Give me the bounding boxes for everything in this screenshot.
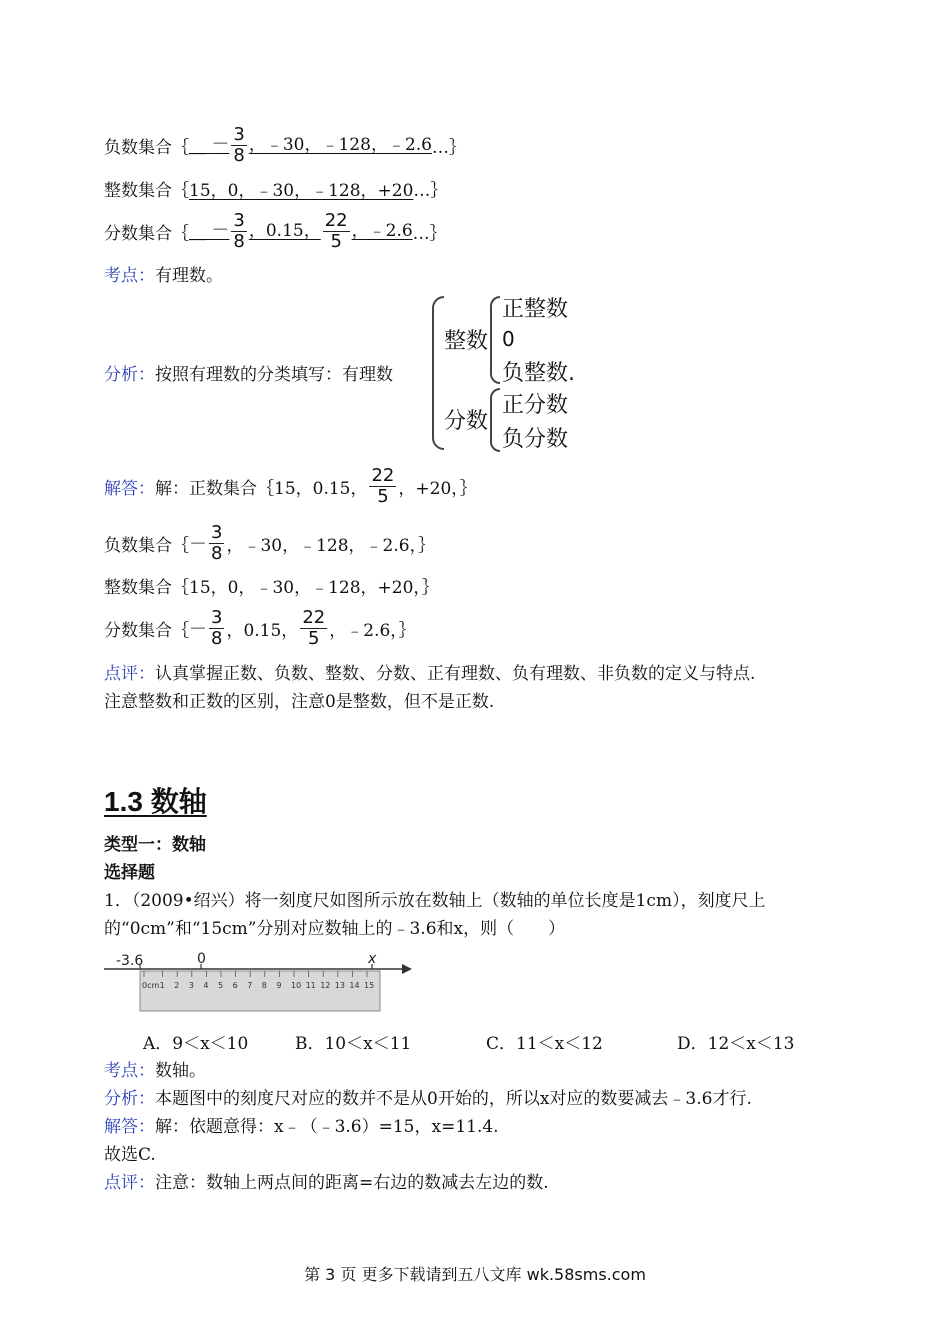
- denominator: 5: [330, 230, 342, 252]
- fraction-set-mid: ，0.15，: [248, 220, 321, 241]
- ruler-tick-label: 10: [291, 981, 302, 990]
- fraction-set-mid: ，0.15，: [226, 620, 299, 641]
- section-subtype: 选择题: [104, 863, 155, 882]
- ruler-tick-label: 4: [203, 981, 209, 990]
- blank-prefix: __: [189, 134, 212, 155]
- dianping-2: [104, 1165, 549, 1195]
- integer-set-answer: 15，0，﹣30，﹣128，+20: [189, 180, 414, 201]
- denominator: 8: [211, 627, 223, 649]
- fraction-3-8: [209, 608, 224, 649]
- label-zero: 0: [197, 951, 206, 967]
- neg-sign: －: [189, 619, 207, 640]
- fraction-brace: [490, 388, 500, 452]
- ruler-tick-label: 6: [232, 981, 238, 990]
- dianping-text: 注意：数轴上两点间的距离=右边的数减去左边的数.: [155, 1172, 549, 1193]
- neg-sign: －: [211, 133, 230, 155]
- fenxi-text: 按照有理数的分类填写：有理数: [155, 364, 393, 385]
- fenxi-2: [104, 1081, 752, 1111]
- jieda-text: 解：正数集合｛15，0.15，: [155, 478, 368, 499]
- question-line-1: 1．（2009•绍兴）将一刻度尺如图所示放在数轴上（数轴的单位长度是1cm），刻度尺上: [104, 891, 766, 911]
- ruler-tick-label: 11: [305, 981, 316, 990]
- fraction-22-5: [369, 466, 396, 507]
- tree-positive-integer: 正整数: [502, 297, 569, 322]
- kaodian-label: 考点：: [104, 1060, 155, 1081]
- option-d[interactable]: D．12＜x＜13: [677, 1034, 795, 1054]
- fraction-set-rest: ，﹣2.6: [351, 220, 413, 241]
- fenxi-text: 本题图中的刻度尺对应的数并不是从0开始的，所以x对应的数要减去﹣3.6才行.: [155, 1088, 752, 1109]
- ruler-tick-label: 2: [174, 981, 180, 990]
- dianping-1: [104, 656, 755, 686]
- numerator: 3: [233, 209, 245, 231]
- fraction-set-line: [104, 209, 447, 252]
- jieda-1: [104, 464, 477, 507]
- tree-period: .: [568, 361, 576, 386]
- ruler-tick-label: 3: [188, 981, 194, 990]
- dianping-label: 点评：: [104, 663, 155, 684]
- negative-set-label: 负数集合｛: [104, 535, 189, 556]
- fraction-set-answer: [189, 211, 413, 252]
- guxuan-text: 故选C.: [104, 1144, 156, 1165]
- dianping-text-line2: 注意整数和正数的区别，注意0是整数，但不是正数.: [104, 691, 495, 712]
- integer-set-label: 整数集合｛: [104, 180, 189, 201]
- denominator: 8: [211, 542, 223, 564]
- page-footer: 第 3 页 更多下载请到五八文库 wk.58sms.com: [304, 1265, 646, 1284]
- option-a[interactable]: A．9＜x＜10: [143, 1034, 249, 1054]
- label-x: x: [368, 951, 377, 967]
- negative-set-line: [104, 123, 466, 166]
- jieda-rest: ，+20，｝: [398, 478, 477, 499]
- neg-sign: －: [211, 219, 230, 241]
- fraction-3-8: [209, 523, 224, 564]
- ruler-tick-label: 13: [334, 981, 345, 990]
- dianping-text: 认真掌握正数、负数、整数、分数、正有理数、负有理数、非负数的定义与特点.: [155, 663, 756, 684]
- tree-negative-integer-row: [502, 356, 575, 387]
- denominator: 8: [233, 230, 245, 252]
- fenxi-label: 分析：: [104, 1088, 155, 1109]
- denominator: 5: [308, 627, 320, 649]
- blank-prefix: __: [189, 220, 212, 241]
- tree-zero: 0: [502, 327, 515, 351]
- fraction-22-5: [323, 211, 350, 252]
- denominator: 5: [377, 485, 389, 507]
- section-title: 1.3 数轴: [104, 786, 207, 817]
- integer-set-answer-line: [104, 570, 439, 600]
- numerator: 3: [233, 123, 245, 145]
- set-end: …｝: [412, 223, 447, 244]
- ruler-body: [140, 971, 380, 1011]
- neg-sign: －: [189, 534, 207, 555]
- guxuan: [104, 1137, 156, 1167]
- numerator: 22: [371, 464, 395, 486]
- ruler-tick-label: 15: [364, 981, 375, 990]
- jieda-label: 解答：: [104, 1116, 155, 1137]
- jieda-2: [104, 1109, 499, 1139]
- jieda-text: 解：依题意得：x﹣（﹣3.6）=15，x=11.4.: [155, 1116, 499, 1137]
- fraction-22-5: [300, 608, 327, 649]
- ruler-tick-label: 5: [218, 981, 224, 990]
- fraction-3-8: [231, 211, 246, 252]
- integer-brace: [490, 296, 500, 384]
- negative-set-rest: ，﹣30，﹣128，﹣2.6，｝: [226, 535, 436, 556]
- tree-negative-fraction: 负分数: [502, 427, 569, 452]
- numerator: 3: [211, 521, 223, 543]
- fenxi-label: 分析：: [104, 364, 155, 385]
- ruler-tick-label: 9: [276, 981, 282, 990]
- ruler-tick-label: 7: [247, 981, 253, 990]
- ruler-tick-label: 1: [159, 981, 165, 990]
- negative-set-label: 负数集合｛: [104, 137, 189, 158]
- negative-set-answer: [189, 125, 432, 166]
- tree-integer: 整数: [444, 329, 489, 354]
- jieda-label: 解答：: [104, 478, 155, 499]
- number-line-figure: [104, 948, 414, 1016]
- outer-brace: [432, 296, 444, 450]
- kaodian-2: [104, 1053, 206, 1083]
- numerator: 22: [302, 606, 326, 628]
- option-b[interactable]: B．10＜x＜11: [295, 1034, 412, 1054]
- ruler-tick-label: 0cm: [142, 981, 160, 990]
- ruler-tick-label: 12: [320, 981, 331, 990]
- axis-arrow: [402, 964, 412, 974]
- kaodian-text: 有理数。: [155, 265, 223, 286]
- set-end: …｝: [413, 180, 448, 201]
- set-end: …｝: [431, 137, 466, 158]
- dianping-1-line2: [104, 684, 494, 714]
- question-line-2: 的“0cm”和“15cm”分别对应数轴上的﹣3.6和x，则（ ）: [104, 919, 566, 939]
- tree-negative-integer: 负整数: [502, 361, 569, 386]
- option-c[interactable]: C．11＜x＜12: [486, 1034, 603, 1054]
- denominator: 8: [233, 144, 245, 166]
- fraction-set-rest: ，﹣2.6，｝: [329, 620, 416, 641]
- ruler-tick-label: 8: [261, 981, 267, 990]
- section-type: 类型一：数轴: [104, 835, 206, 854]
- tree-positive-fraction: 正分数: [502, 393, 569, 418]
- integer-set-line: [104, 173, 447, 203]
- numerator: 3: [211, 606, 223, 628]
- kaodian-text: 数轴。: [155, 1060, 206, 1081]
- fenxi-1: [104, 357, 393, 387]
- negative-set-answer-line: [104, 521, 436, 564]
- integer-set-full: 整数集合｛15，0，﹣30，﹣128，+20，｝: [104, 577, 439, 598]
- numerator: 22: [324, 209, 348, 231]
- fraction-set-label: 分数集合｛: [104, 620, 189, 641]
- negative-set-rest: ，﹣30，﹣128，﹣2.6: [248, 134, 432, 155]
- label-minus-3-6: -3.6: [116, 953, 144, 969]
- kaodian-label: 考点：: [104, 265, 155, 286]
- tree-fraction: 分数: [444, 409, 489, 434]
- fraction-set-answer-line: [104, 606, 416, 649]
- ruler-tick-label: 14: [349, 981, 360, 990]
- fraction-set-label: 分数集合｛: [104, 223, 189, 244]
- dianping-label: 点评：: [104, 1172, 155, 1193]
- kaodian-1: [104, 258, 223, 288]
- fraction-3-8: [231, 125, 246, 166]
